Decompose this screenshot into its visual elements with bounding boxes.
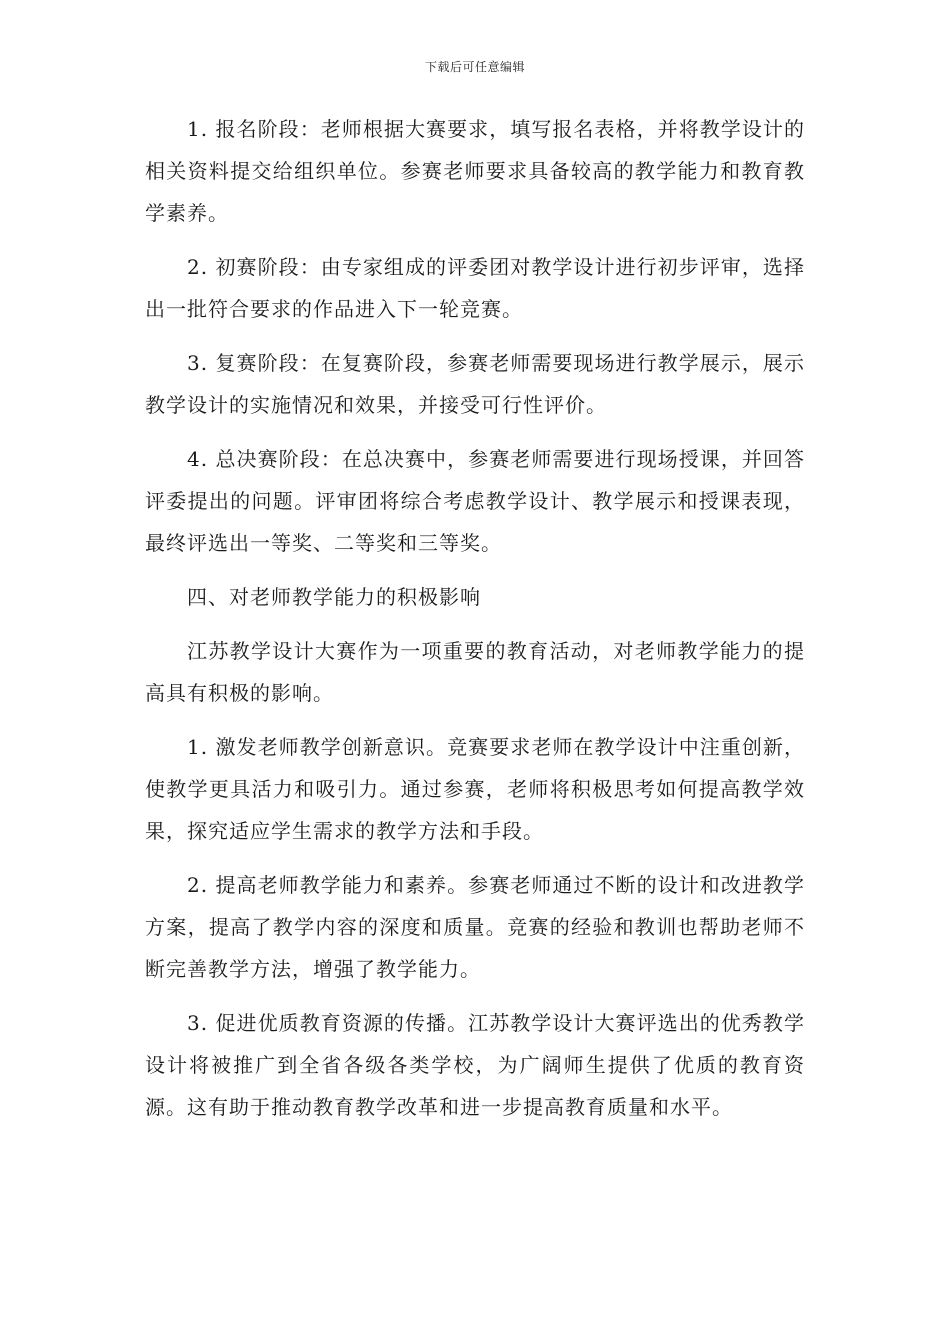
paragraph-semifinal-stage: 3. 复赛阶段：在复赛阶段，参赛老师需要现场进行教学展示，展示教学设计的实施情况和效果，并接受可行性评价。 bbox=[145, 351, 805, 417]
paragraph-preliminary-stage: 2. 初赛阶段：由专家组成的评委团对教学设计进行初步评审，选择出一批符合要求的作品进入下一轮竞赛。 bbox=[145, 255, 805, 321]
paragraph-resources: 3. 促进优质教育资源的传播。江苏教学设计大赛评选出的优秀教学设计将被推广到全省各级各类学校，为广阔师生提供了优质的教育资源。这有助于推动教育教学改革和进一步提高教育质量和水平。 bbox=[145, 1011, 805, 1119]
document-body bbox=[145, 108, 805, 1140]
paragraph-final-stage: 4. 总决赛阶段：在总决赛中，参赛老师需要进行现场授课，并回答评委提出的问题。评审团将综合考虑教学设计、教学展示和授课表现，最终评选出一等奖、二等奖和三等奖。 bbox=[145, 447, 805, 555]
paragraph-registration-stage: 1. 报名阶段：老师根据大赛要求，填写报名表格，并将教学设计的相关资料提交给组织单位。参赛老师要求具备较高的教学能力和教育教学素养。 bbox=[145, 117, 805, 225]
section-heading: 四、对老师教学能力的积极影响 bbox=[187, 585, 481, 609]
paragraph-innovation: 1. 激发老师教学创新意识。竞赛要求老师在教学设计中注重创新，使教学更具活力和吸引力。通过参赛，老师将积极思考如何提高教学效果，探究适应学生需求的教学方法和手段。 bbox=[145, 735, 805, 843]
paragraph-ability: 2. 提高老师教学能力和素养。参赛老师通过不断的设计和改进教学方案，提高了教学内容的深度和质量。竞赛的经验和教训也帮助老师不断完善教学方法，增强了教学能力。 bbox=[145, 873, 805, 981]
paragraph-intro: 江苏教学设计大赛作为一项重要的教育活动，对老师教学能力的提高具有积极的影响。 bbox=[145, 639, 805, 705]
page-header: 下载后可任意编辑 bbox=[424, 60, 525, 74]
